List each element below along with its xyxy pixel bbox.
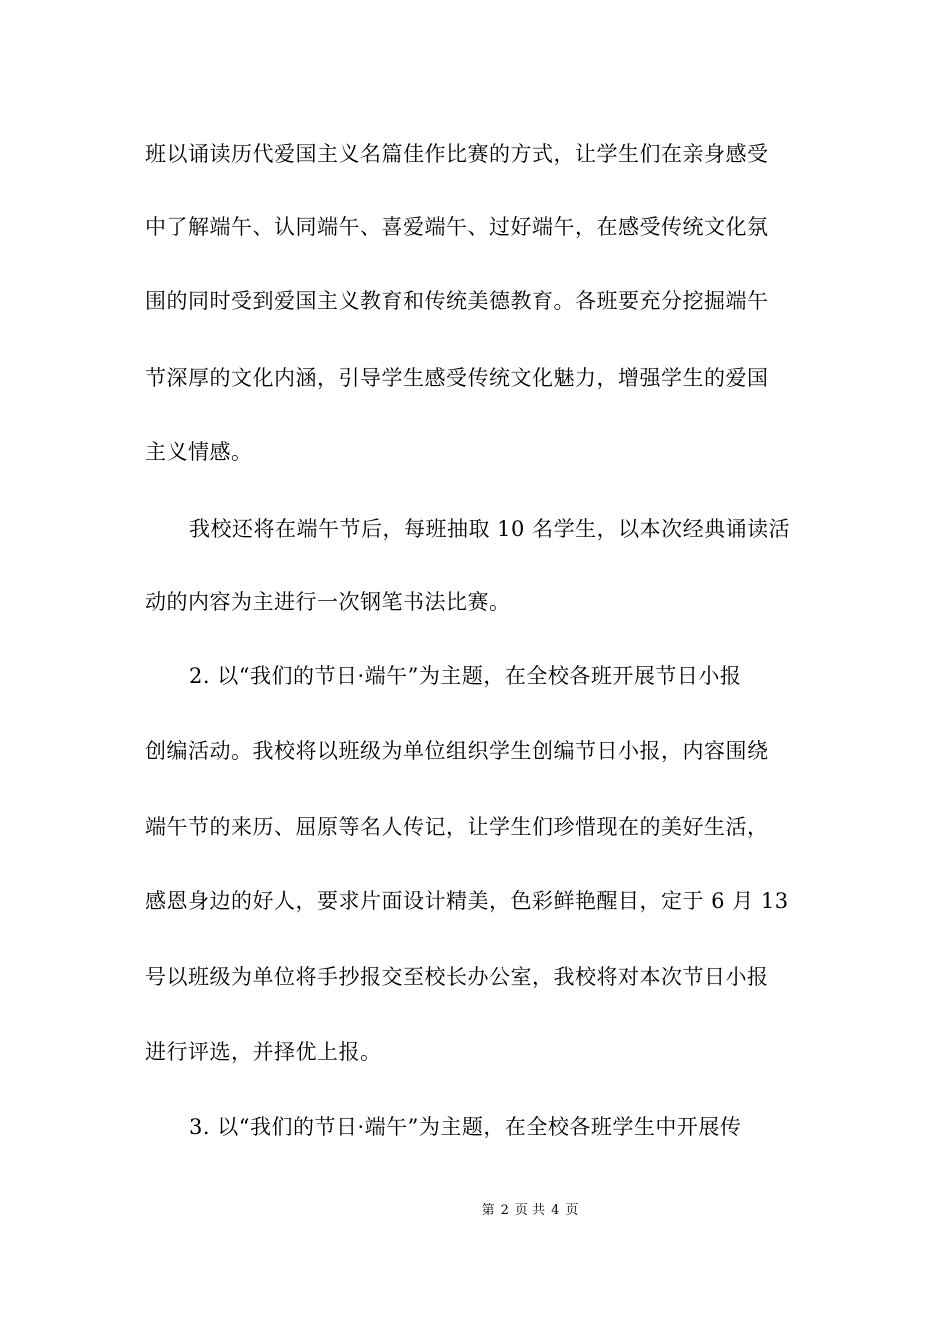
text-line: 3. 以“我们的节日·端午”为主题，在全校各班学生中开展传 (189, 1115, 742, 1139)
text-line: 创编活动。我校将以班级为单位组织学生创编节日小报，内容围绕 (145, 739, 769, 763)
text-line: 中了解端午、认同端午、喜爱端午、过好端午，在感受传统文化氛 (145, 215, 769, 239)
text-line: 进行评选，并择优上报。 (145, 1040, 382, 1064)
text-line: 端午节的来历、屈原等名人传记，让学生们珍惜现在的美好生活， (145, 815, 769, 839)
text-line: 2. 以“我们的节日·端午”为主题，在全校各班开展节日小报 (189, 664, 742, 688)
text-line: 我校还将在端午节后，每班抽取 10 名学生，以本次经典诵读活 (189, 517, 791, 541)
footer-middle: 页 共 (514, 1203, 546, 1218)
current-page-number: 2 (500, 1203, 509, 1218)
footer-prefix: 第 (481, 1203, 495, 1218)
footer-suffix: 页 (565, 1203, 579, 1218)
total-pages-number: 4 (551, 1203, 560, 1218)
text-line: 主义情感。 (145, 440, 253, 464)
text-line: 动的内容为主进行一次钢笔书法比赛。 (145, 590, 511, 614)
text-line: 节深厚的文化内涵，引导学生感受传统文化魅力，增强学生的爱国 (145, 366, 769, 390)
page-footer (0, 1202, 950, 1220)
text-line: 号以班级为单位将手抄报交至校长办公室，我校将对本次节日小报 (145, 965, 769, 989)
text-line: 围的同时受到爱国主义教育和传统美德教育。各班要充分挖掘端午 (145, 289, 769, 313)
text-line: 班以诵读历代爱国主义名篇佳作比赛的方式，让学生们在亲身感受 (145, 142, 769, 166)
text-line: 感恩身边的好人，要求片面设计精美，色彩鲜艳醒目，定于 6 月 13 (145, 889, 789, 913)
